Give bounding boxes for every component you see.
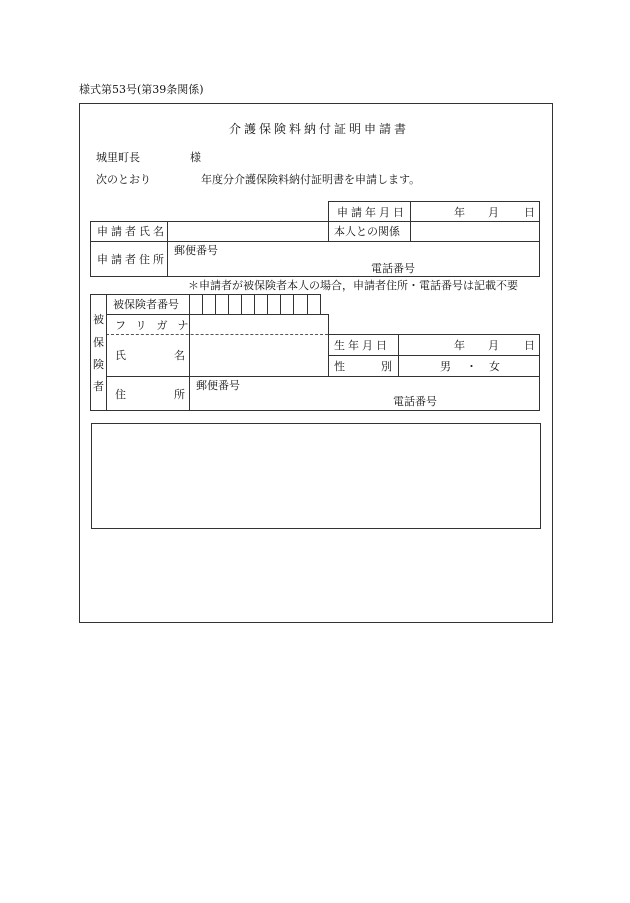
application-date-label: 申請年月日 [337,206,407,219]
birth-date-field[interactable] [400,336,538,354]
sex-option-male[interactable]: 男 [440,360,451,373]
sex-label-1: 性 [334,360,345,373]
intro-suffix: 年度分介護保険料納付証明書を申請します。 [201,173,421,186]
insured-side-label-4: 者 [93,380,104,393]
insured-name-label-1: 氏 [115,349,126,362]
remarks-box[interactable] [91,423,541,529]
insured-postal-label: 郵便番号 [196,379,240,392]
birth-date-year: 年 [454,339,465,352]
sex-option-separator: ・ [466,360,477,373]
insured-number-label: 被保険者番号 [113,298,179,311]
insured-phone-label: 電話番号 [393,395,437,408]
insured-side-label-2: 保 [93,336,104,349]
sex-label-2: 別 [381,360,392,373]
applicant-note: ＊申請者が被保険者本人の場合，申請者住所・電話番号は記載不要 [188,279,518,292]
insured-address-field[interactable] [191,378,537,409]
insured-name-label-2: 名 [174,349,185,362]
insured-address-label-1: 住 [115,388,126,401]
relation-field[interactable] [412,223,538,240]
birth-date-label: 生年月日 [334,339,390,352]
applicant-address-label: 申請者住所 [97,253,167,266]
form-title: 介護保険料納付証明申請書 [229,122,410,136]
insured-name-field[interactable] [191,336,327,375]
birth-date-month: 月 [488,339,499,352]
insured-side-label-1: 被 [93,313,104,326]
application-date-field[interactable] [412,203,538,220]
application-date-day: 日 [524,206,535,219]
fiscal-year-field[interactable] [150,170,198,186]
insured-number-field[interactable] [190,295,320,313]
furigana-field[interactable] [191,316,327,333]
application-date-month: 月 [488,206,499,219]
applicant-postal-label: 郵便番号 [174,244,218,257]
applicant-name-field[interactable] [169,223,327,240]
addressee-town: 城里町長 [96,151,140,164]
birth-date-day: 日 [524,339,535,352]
insured-side-label-3: 険 [93,358,104,371]
addressee-honorific: 様 [190,151,201,164]
furigana-label: フリガナ [115,319,199,332]
relation-label: 本人との関係 [334,225,400,238]
insured-address-label-2: 所 [174,388,185,401]
form-number: 様式第53号(第39条関係) [79,83,204,96]
applicant-address-field[interactable] [169,243,537,275]
intro-prefix: 次のとおり [96,173,151,186]
sex-option-female[interactable]: 女 [489,360,500,373]
applicant-name-label: 申請者氏名 [97,225,167,238]
applicant-phone-label: 電話番号 [371,262,415,275]
application-date-year: 年 [454,206,465,219]
